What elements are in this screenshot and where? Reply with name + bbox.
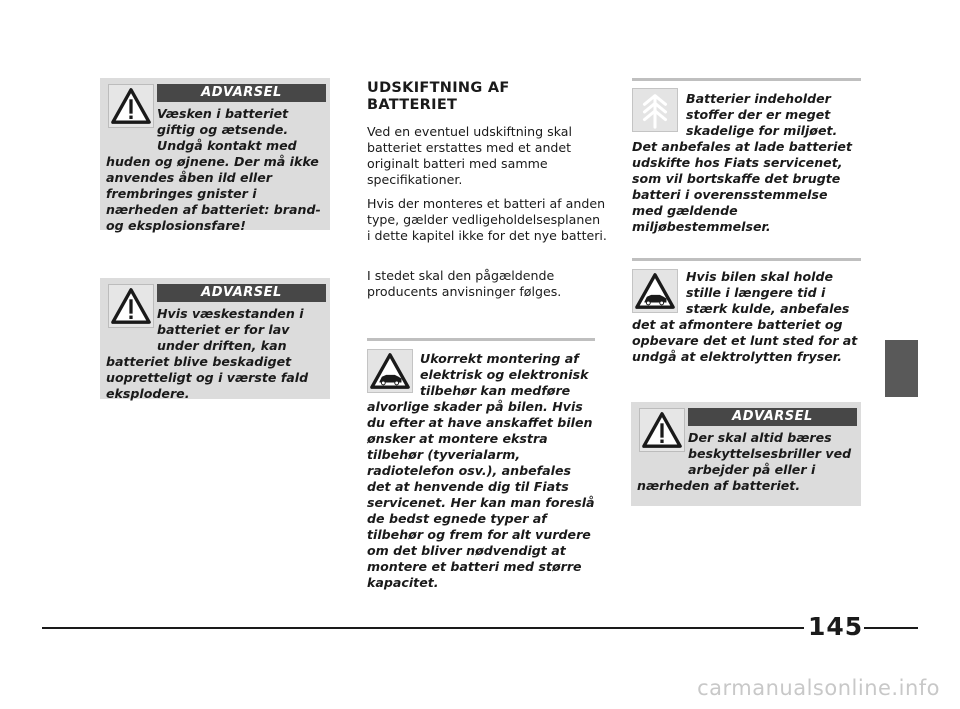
page-number: 145: [808, 612, 864, 641]
watermark: carmanualsonline.info: [697, 676, 940, 700]
footer-rule-right: [864, 627, 918, 629]
warning-box-goggles: [631, 402, 861, 506]
warning-box-acid: [100, 78, 330, 233]
advarsel-label: ADVARSEL: [157, 284, 326, 302]
body-paragraph: I stedet skal den pågældende producents anvisninger følges.: [367, 268, 562, 299]
warning-text: Der skal altid bæres beskyttelsesbriller ved arbejder på eller i nærheden af batteriet.: [637, 430, 852, 493]
note-cold: [632, 258, 861, 378]
note-text: Hvis bilen skal holde stille i længere tid i stærk kulde, anbefales det at afmontere batteriet og opbevare det et lunt sted for at undgå at elektrolytten fryser.: [632, 269, 858, 364]
warning-text: Væsken i batteriet giftig og ætsende. Undgå kontakt med huden og øjnene. Der må ikke anvendes åben ild eller frembringes gnister i nærheden af batteriet: brand- og eksplosionsfare!: [106, 106, 321, 233]
footer-rule-left: [42, 627, 804, 629]
body-paragraph: Hvis der monteres et batteri af anden type, gælder vedligeholdelsesplanen i dette kapitel ikke for det nye batteri.: [367, 196, 607, 243]
advarsel-label: ADVARSEL: [157, 84, 326, 102]
note-text: Ukorrekt montering af elektrisk og elektronisk tilbehør kan medføre alvorlige skader på bilen. Hvis du efter at have anskaffet bilen ønsker at montere ekstra tilbehør (tyverialarm, radiotelefon osv.), anbefales det at henvende dig til Fiats servicenet. Her kan man foreslå de bedst egnede typer af tilbehør og frem for alt vurdere om det bliver nødvendigt at montere et batteri med større kapacitet.: [367, 351, 595, 590]
section-title: UDSKIFTNING AF BATTERIET: [367, 80, 510, 113]
body-paragraph: Ved en eventuel udskiftning skal batteriet erstattes med et andet originalt batteri med samme specifikationer.: [367, 124, 573, 187]
note-installation: [367, 338, 595, 598]
note-text: Batterier indeholder stoffer der er meget skadelige for miljøet. Det anbefales at lade batteriet udskifte hos Fiats servicenet, som vil bortskaffe det brugte batteri i overensstemmelse med gældende miljøbestemmelser.: [632, 91, 852, 234]
chapter-tab: [885, 340, 918, 397]
warning-box-fluid-level: [100, 278, 330, 399]
advarsel-label: ADVARSEL: [688, 408, 857, 426]
note-environment: [632, 78, 861, 234]
warning-text: Hvis væskestanden i batteriet er for lav under driften, kan batteriet blive beskadiget uopretteligt og i værste fald eksplodere.: [106, 306, 309, 401]
